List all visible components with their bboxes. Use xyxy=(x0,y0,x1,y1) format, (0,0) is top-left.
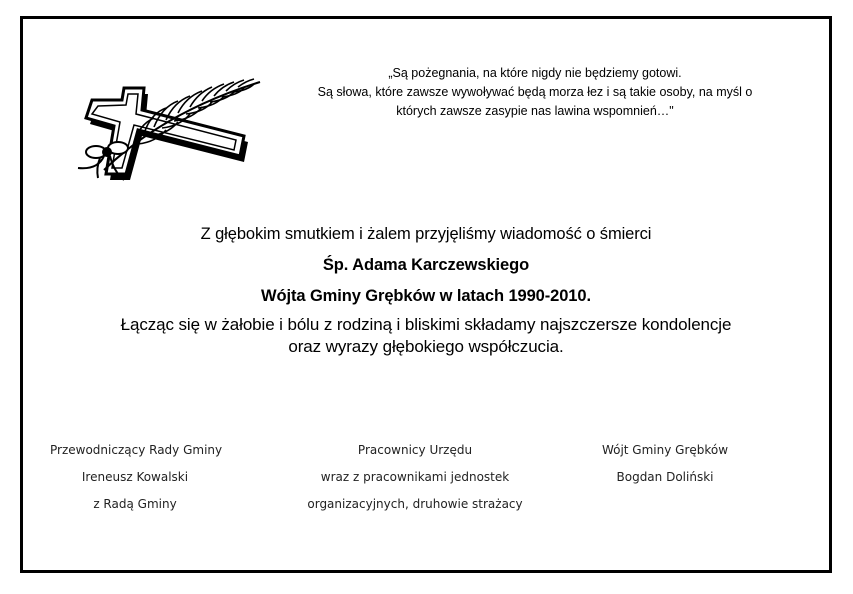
quote-block xyxy=(290,64,780,121)
signature-left-line-3: z Radą Gminy xyxy=(93,497,177,511)
quote-line-1: „Są pożegnania, na które nigdy nie będziemy gotowi. xyxy=(388,66,682,80)
signature-right xyxy=(580,437,750,491)
cross-with-palm-branch-icon xyxy=(74,72,264,190)
quote-line-2: Są słowa, które zawsze wywoływać będą morza łez i są takie osoby, na myśl o xyxy=(317,85,753,99)
signature-center xyxy=(290,437,540,518)
signature-center-line-2: wraz z pracownikami jednostek xyxy=(320,470,510,484)
signature-center-line-3: organizacyjnych, druhowie strażacy xyxy=(307,497,523,511)
quote-line-3: których zawsze zasypie nas lawina wspomnień…" xyxy=(396,104,674,118)
signature-center-line-1: Pracownicy Urzędu xyxy=(357,443,473,457)
signature-left-line-1: Przewodniczący Rady Gminy xyxy=(50,443,223,457)
message-line-4: Łącząc się w żałobie i bólu z rodziną i bliskimi składamy najszczersze kondolencje xyxy=(120,315,732,334)
deceased-name: Śp. Adama Karczewskiego xyxy=(322,256,530,274)
signature-left xyxy=(50,437,223,518)
signature-right-line-1: Wójt Gminy Grębków xyxy=(601,443,729,457)
message-line-5: oraz wyrazy głębokiego współczucia. xyxy=(288,337,564,356)
signature-right-line-2: Bogdan Doliński xyxy=(616,470,714,484)
deceased-title: Wójta Gminy Grębków w latach 1990-2010. xyxy=(261,287,591,305)
condolence-message xyxy=(90,223,762,358)
signature-left-line-2: Ireneusz Kowalski xyxy=(81,470,189,484)
message-line-1: Z głębokim smutkiem i żalem przyjęliśmy wiadomość o śmierci xyxy=(200,225,652,243)
